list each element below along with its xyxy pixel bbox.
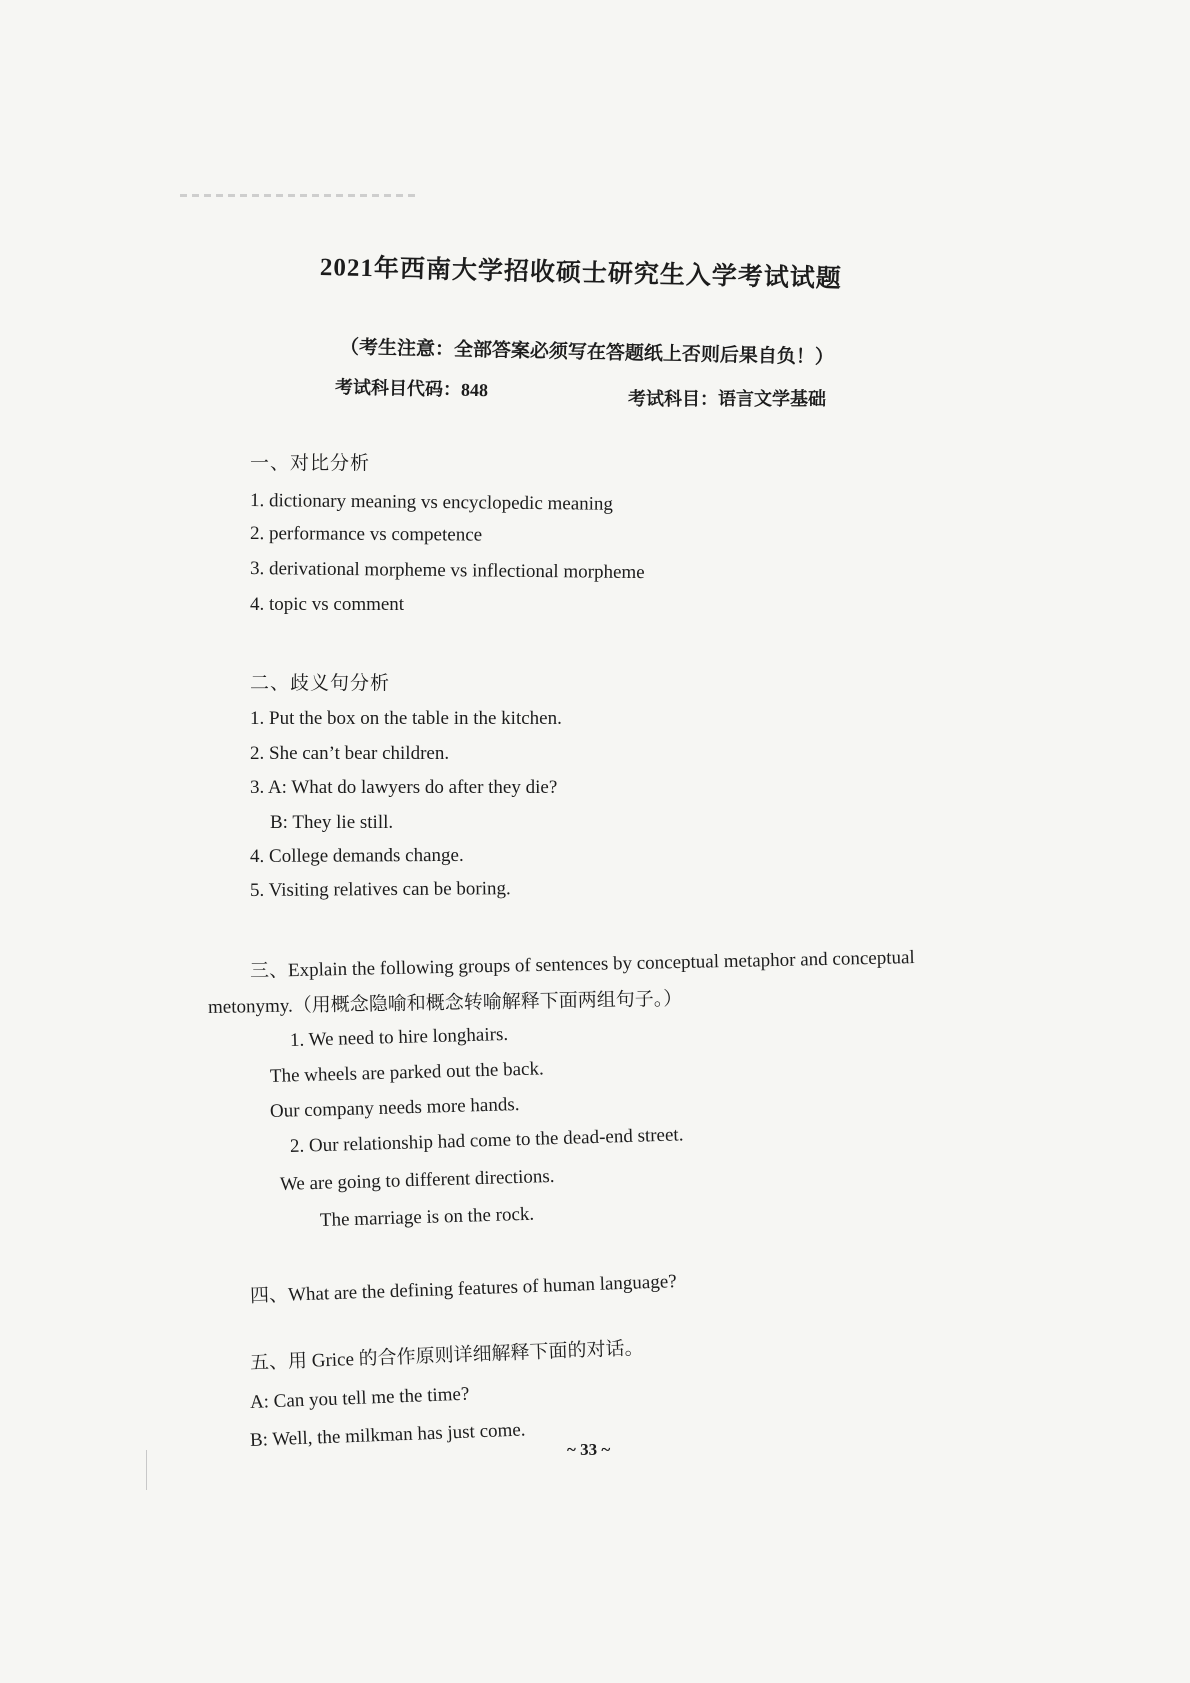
subject-name: 考试科目：语言文学基础 — [628, 389, 826, 409]
section4-heading: 四、What are the defining features of human language? — [249, 1271, 677, 1307]
scan-artifact-line — [180, 194, 420, 197]
section5-heading: 五、用 Grice 的合作原则详细解释下面的对话。 — [249, 1337, 644, 1374]
section2-item: 3. A: What do lawyers do after they die? — [250, 777, 558, 798]
section3-item: 2. Our relationship had come to the dead-end street. — [289, 1124, 684, 1157]
section2-item: 2. She can’t bear children. — [250, 743, 450, 764]
section3-item: We are going to different directions. — [279, 1165, 555, 1195]
section3-heading-line1: 三、Explain the following groups of sentences by conceptual metaphor and conceptual — [249, 947, 915, 982]
section2-item: B: They lie still. — [270, 812, 394, 833]
section3-item: The marriage is on the rock. — [319, 1203, 535, 1231]
section1-item: 2. performance vs competence — [249, 523, 483, 546]
scan-margin-mark — [146, 1450, 147, 1490]
section2-item: 1. Put the box on the table in the kitchen. — [250, 708, 562, 729]
section5-item: A: Can you tell me the time? — [249, 1383, 470, 1413]
section3-heading-line2: metonymy.（用概念隐喻和概念转喻解释下面两组句子。） — [207, 988, 683, 1018]
page-number: ~ 33 ~ — [567, 1440, 611, 1459]
exam-notice: （考生注意：全部答案必须写在答题纸上否则后果自负！） — [339, 337, 835, 369]
section2-heading: 二、歧义句分析 — [250, 673, 391, 694]
section1-heading: 一、对比分析 — [250, 453, 371, 474]
section3-item: 1. We need to hire longhairs. — [289, 1023, 509, 1051]
section1-item: 4. topic vs comment — [250, 594, 405, 615]
section5-item: B: Well, the milkman has just come. — [249, 1419, 526, 1451]
exam-title: 2021年西南大学招收硕士研究生入学考试试题 — [319, 254, 843, 293]
section2-item: 4. College demands change. — [249, 844, 464, 867]
section3-item: The wheels are parked out the back. — [269, 1058, 544, 1087]
section1-item: 1. dictionary meaning vs encyclopedic meaning — [249, 490, 614, 515]
section2-item: 5. Visiting relatives can be boring. — [249, 878, 511, 901]
section3-item: Our company needs more hands. — [269, 1094, 520, 1122]
section1-item: 3. derivational morpheme vs inflectional morpheme — [249, 558, 645, 584]
subject-code: 考试科目代码：848 — [334, 377, 489, 401]
